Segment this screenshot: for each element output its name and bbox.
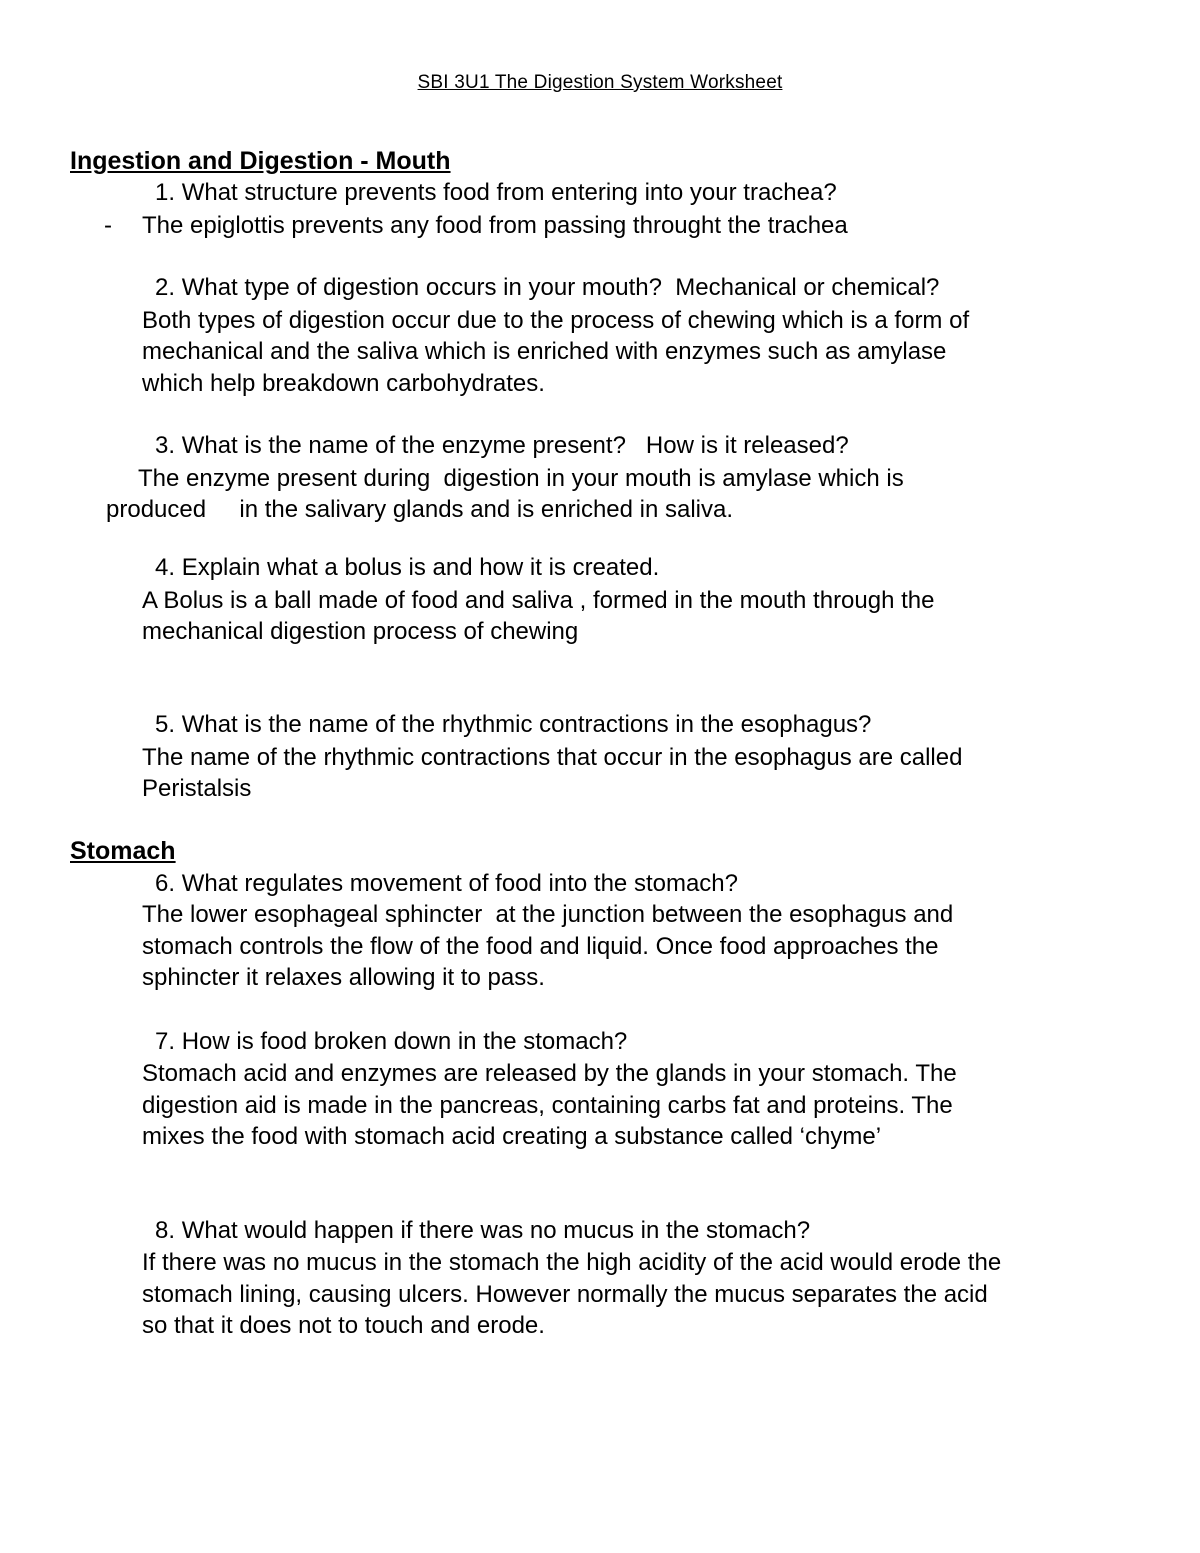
answer-1-line-1: The epiglottis prevents any food from passing throught the trachea — [142, 212, 848, 239]
question-number: 7. — [155, 1028, 176, 1055]
answer-bullet: - — [104, 212, 112, 239]
answer-7-line-3: mixes the food with stomach acid creating a substance called ‘chyme’ — [142, 1123, 882, 1150]
question-7 — [155, 1026, 627, 1057]
answer-3-line-2: produced in the salivary glands and is enriched in saliva. — [106, 496, 734, 523]
question-text: What structure prevents food from entering into your trachea? — [181, 179, 837, 206]
answer-8-line-2: stomach lining, causing ulcers. However normally the mucus separates the acid — [142, 1281, 988, 1308]
question-4 — [155, 552, 659, 583]
answer-6-line-1: The lower esophageal sphincter at the junction between the esophagus and — [142, 901, 954, 928]
question-text: How is food broken down in the stomach? — [181, 1028, 628, 1055]
answer-8-line-1: If there was no mucus in the stomach the high acidity of the acid would erode the — [142, 1249, 1002, 1276]
question-text: What regulates movement of food into the stomach? — [181, 870, 738, 897]
answer-2-line-2: mechanical and the saliva which is enriched with enzymes such as amylase — [142, 338, 947, 365]
question-number: 6. — [155, 870, 176, 897]
question-number: 3. — [155, 432, 176, 459]
question-2 — [155, 272, 939, 303]
question-1 — [155, 177, 837, 208]
question-number: 4. — [155, 554, 176, 581]
answer-7-line-1: Stomach acid and enzymes are released by the glands in your stomach. The — [142, 1060, 957, 1087]
question-6 — [155, 868, 738, 899]
section-heading-mouth: Ingestion and Digestion - Mouth — [70, 147, 451, 175]
answer-3-line-1: The enzyme present during digestion in your mouth is amylase which is — [138, 465, 904, 492]
answer-6-line-3: sphincter it relaxes allowing it to pass. — [142, 964, 545, 991]
question-number: 2. — [155, 274, 176, 301]
answer-8-line-3: so that it does not to touch and erode. — [142, 1312, 545, 1339]
question-text: What type of digestion occurs in your mouth? Mechanical or chemical? — [181, 274, 940, 301]
question-5 — [155, 709, 871, 740]
document-title: SBI 3U1 The Digestion System Worksheet — [417, 72, 783, 93]
question-text: What is the name of the enzyme present? How is it released? — [181, 432, 849, 459]
answer-2-line-1: Both types of digestion occur due to the process of chewing which is a form of — [142, 307, 970, 334]
question-number: 8. — [155, 1217, 176, 1244]
answer-4-line-1: A Bolus is a ball made of food and saliva , formed in the mouth through the — [142, 587, 935, 614]
question-number: 1. — [155, 179, 176, 206]
answer-6-line-2: stomach controls the flow of the food and liquid. Once food approaches the — [142, 933, 939, 960]
question-text: Explain what a bolus is and how it is created. — [181, 554, 660, 581]
question-number: 5. — [155, 711, 176, 738]
question-8 — [155, 1215, 810, 1246]
answer-7-line-2: digestion aid is made in the pancreas, containing carbs fat and proteins. The — [142, 1092, 953, 1119]
question-text: What is the name of the rhythmic contractions in the esophagus? — [181, 711, 872, 738]
answer-2-line-3: which help breakdown carbohydrates. — [142, 370, 545, 397]
answer-5-line-2: Peristalsis — [142, 775, 252, 802]
question-3 — [155, 430, 849, 461]
section-heading-stomach: Stomach — [70, 837, 176, 865]
answer-4-line-2: mechanical digestion process of chewing — [142, 618, 579, 645]
question-text: What would happen if there was no mucus in the stomach? — [181, 1217, 811, 1244]
answer-5-line-1: The name of the rhythmic contractions that occur in the esophagus are called — [142, 744, 963, 771]
